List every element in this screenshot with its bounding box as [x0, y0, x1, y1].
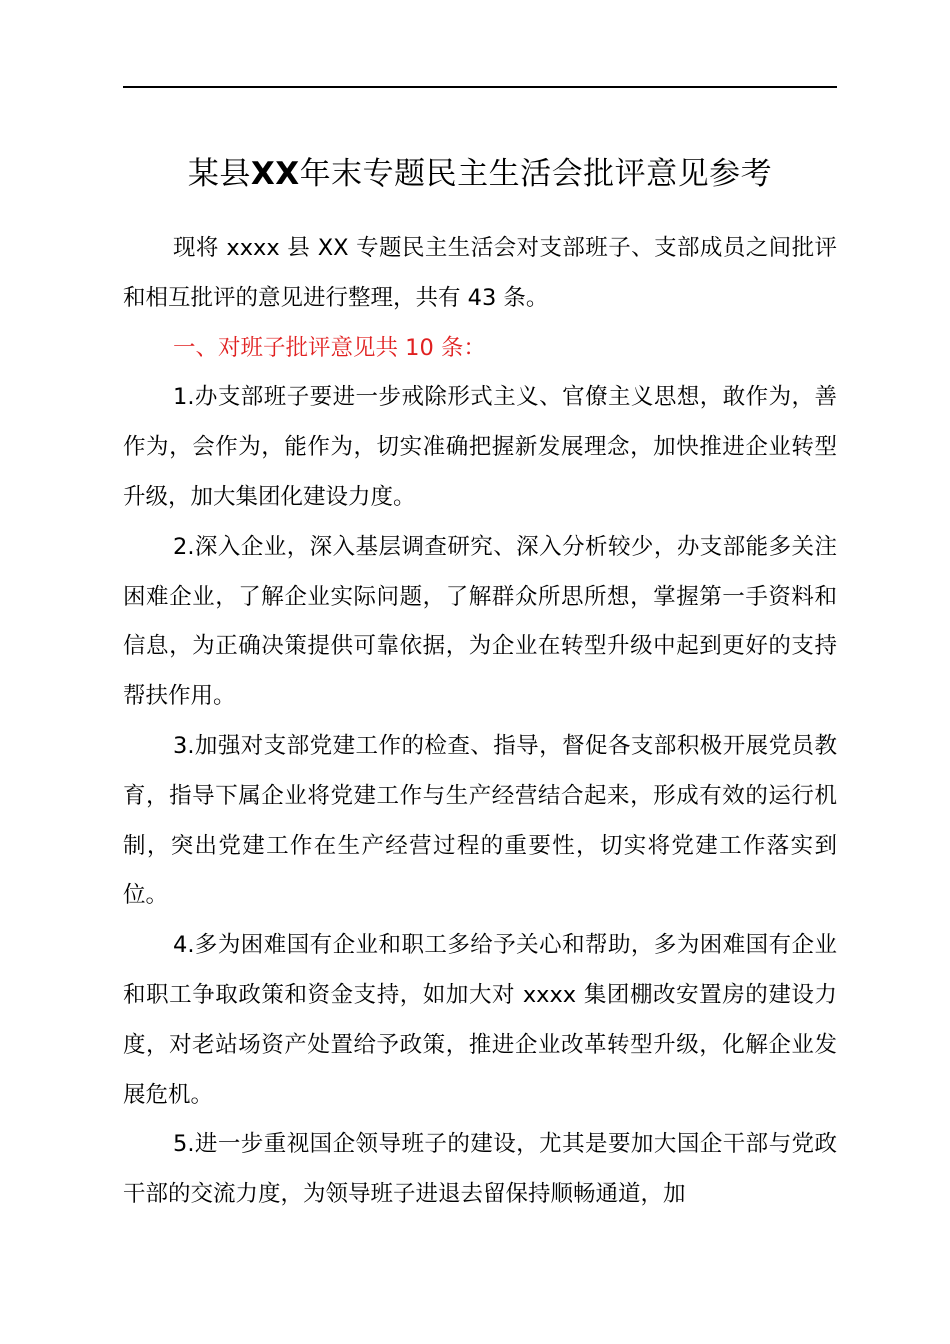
- title-highlight: XX: [250, 156, 300, 192]
- list-item: 4.多为困难国有企业和职工多给予关心和帮助，多为困难国有企业和职工争取政策和资金支持，如加大对 xxxx 集团棚改安置房的建设力度，对老站场资产处置给予政策，推进企业改革转型升级，化解企业发展危机。: [123, 932, 837, 1108]
- title-suffix: 年末专题民主生活会批评意见参考: [299, 156, 773, 192]
- document-title: [123, 150, 837, 198]
- list-item: 3.加强对支部党建工作的检查、指导，督促各支部积极开展党员教育，指导下属企业将党建工作与生产经营结合起来，形成有效的运行机制，突出党建工作在生产经营过程的重要性，切实将党建工作落实到位。: [123, 732, 837, 909]
- header-rule: [123, 86, 837, 88]
- intro-paragraph: 现将 xxxx 县 XX 专题民主生活会对支部班子、支部成员之间批评和相互批评的意见进行整理，共有 43 条。: [123, 235, 837, 311]
- list-item: 1.办支部班子要进一步戒除形式主义、官僚主义思想，敢作为，善作为，会作为，能作为，切实准确把握新发展理念，加快推进企业转型升级，加大集团化建设力度。: [123, 384, 837, 510]
- list-item: 2.深入企业，深入基层调查研究、深入分析较少，办支部能多关注困难企业，了解企业实际问题，了解群众所思所想，掌握第一手资料和信息，为正确决策提供可靠依据，为企业在转型升级中起到更好的支持帮扶作用。: [123, 533, 837, 710]
- document-body: [123, 224, 837, 1220]
- section-heading: 一、对班子批评意见共 10 条：: [173, 334, 486, 361]
- list-item: 5.进一步重视国企领导班子的建设，尤其是要加大国企干部与党政干部的交流力度，为领导班子进退去留保持顺畅通道，加: [123, 1131, 837, 1208]
- title-prefix: 某县: [187, 156, 251, 192]
